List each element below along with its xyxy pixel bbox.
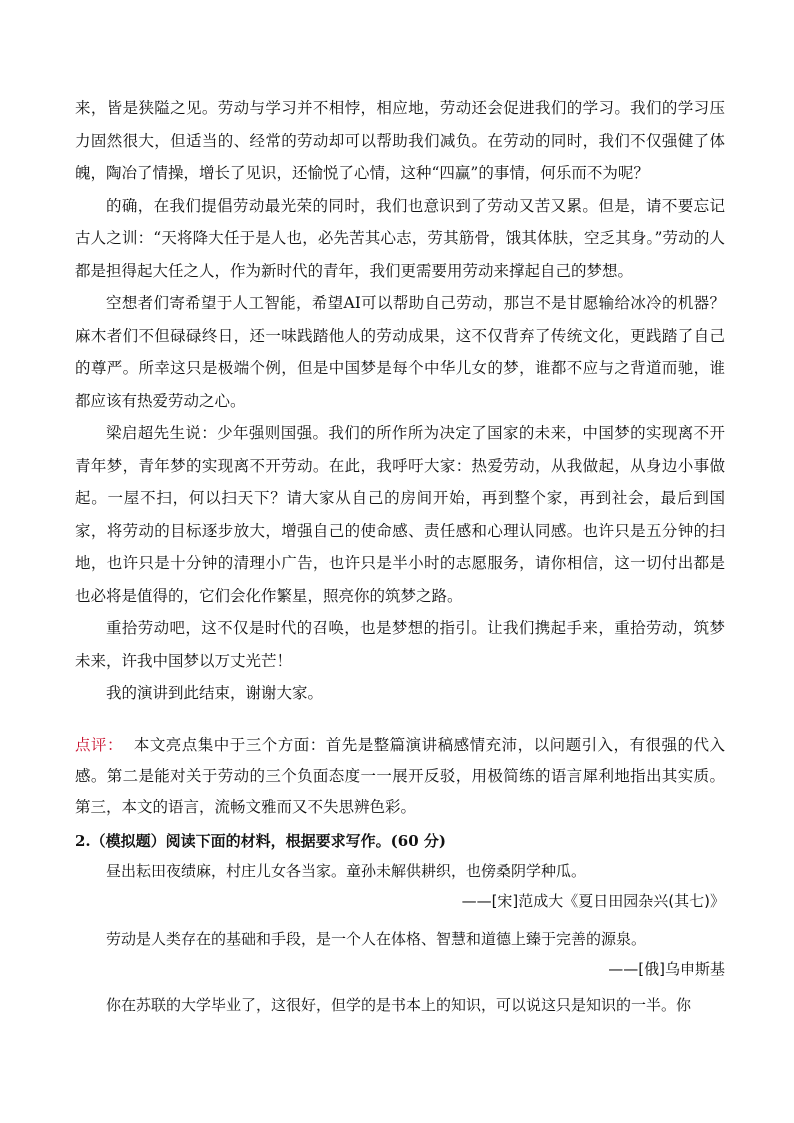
essay-paragraph: 我的演讲到此结束，谢谢大家。	[106, 684, 324, 702]
comment-text: 本文亮点集中于三个方面：首先是整篇演讲稿感情充沛，以问题引入，有很强的代入感。第二是能对关于劳动的三个负面态度一一展开反驳，用极简练的语言犀利地指出其实质。第三，本文的语言，流畅文雅而又不失思辨色彩。	[75, 736, 725, 816]
material-text: 劳动是人类存在的基础和手段，是一个人在体格、智慧和道德上臻于完善的源泉。	[106, 930, 647, 948]
material-3	[75, 990, 725, 1020]
essay-paragraph: 梁启超先生说：少年强则国强。我们的所作所为决定了国家的未来，中国梦的实现离不开青年梦，青年梦的实现离不开劳动。在此，我呼吁大家：热爱劳动，从我做起，从身边小事做起。一屋不扫，何以扫天下？请大家从自己的房间开始，再到整个家，再到社会，最后到国家，将劳动的目标逐步放大，增强自己的使命感、责任感和心理认同感。也许只是五分钟的扫地，也许只是十分钟的清理小广告，也许只是半小时的志愿服务，请你相信，这一切付出都是也必将是值得的，它们会化作繁星，照亮你的筑梦之路。	[75, 424, 725, 605]
essay-paragraph: 重拾劳动吧，这不仅是时代的召唤，也是梦想的指引。让我们携起手来，重拾劳动，筑梦未来，许我中国梦以万丈光芒！	[75, 619, 725, 670]
material-1	[75, 856, 725, 916]
material-text: 你在苏联的大学毕业了，这很好，但学的是书本上的知识，可以说这只是知识的一半。你	[106, 996, 692, 1014]
essay-paragraph: 空想者们寄希望于人工智能，希望AI可以帮助自己劳动，那岂不是甘愿输给冰冷的机器？麻木者们不但碌碌终日，还一味践踏他人的劳动成果，这不仅背弃了传统文化，更践踏了自己的尊严。所幸这只是极端个例，但是中国梦是每个中华儿女的梦，谁都不应与之背道而驰，谁都应该有热爱劳动之心。	[75, 294, 725, 410]
material-source: ——[俄]乌申斯基	[608, 960, 725, 978]
essay-paragraph: 的确，在我们提倡劳动最光荣的同时，我们也意识到了劳动又苦又累。但是，请不要忘记古人之训：“天将降大任于是人也，必先苦其心志，劳其筋骨，饿其体肤，空乏其身。”劳动的人都是担得起大任之人，作为新时代的青年，我们更需要用劳动来撑起自己的梦想。	[75, 196, 725, 280]
essay-paragraph: 来，皆是狭隘之见。劳动与学习并不相悖，相应地，劳动还会促进我们的学习。我们的学习压力固然很大，但适当的、经常的劳动却可以帮助我们减负。在劳动的同时，我们不仅强健了体魄，陶冶了情操，增长了见识，还愉悦了心情，这种“四赢”的事情，何乐而不为呢？	[75, 99, 725, 182]
essay-body	[75, 92, 725, 710]
comment-block	[75, 730, 725, 823]
question-title: 2.（模拟题）阅读下面的材料，根据要求写作。(60 分)	[75, 832, 446, 850]
material-text: 昼出耘田夜绩麻，村庄儿女各当家。童孙未解供耕织，也傍桑阴学种瓜。	[106, 862, 587, 880]
comment-label: 点评：	[75, 736, 123, 754]
material-2	[75, 924, 725, 984]
material-source: ——[宋]范成大《夏日田园杂兴(其七)》	[461, 892, 725, 910]
